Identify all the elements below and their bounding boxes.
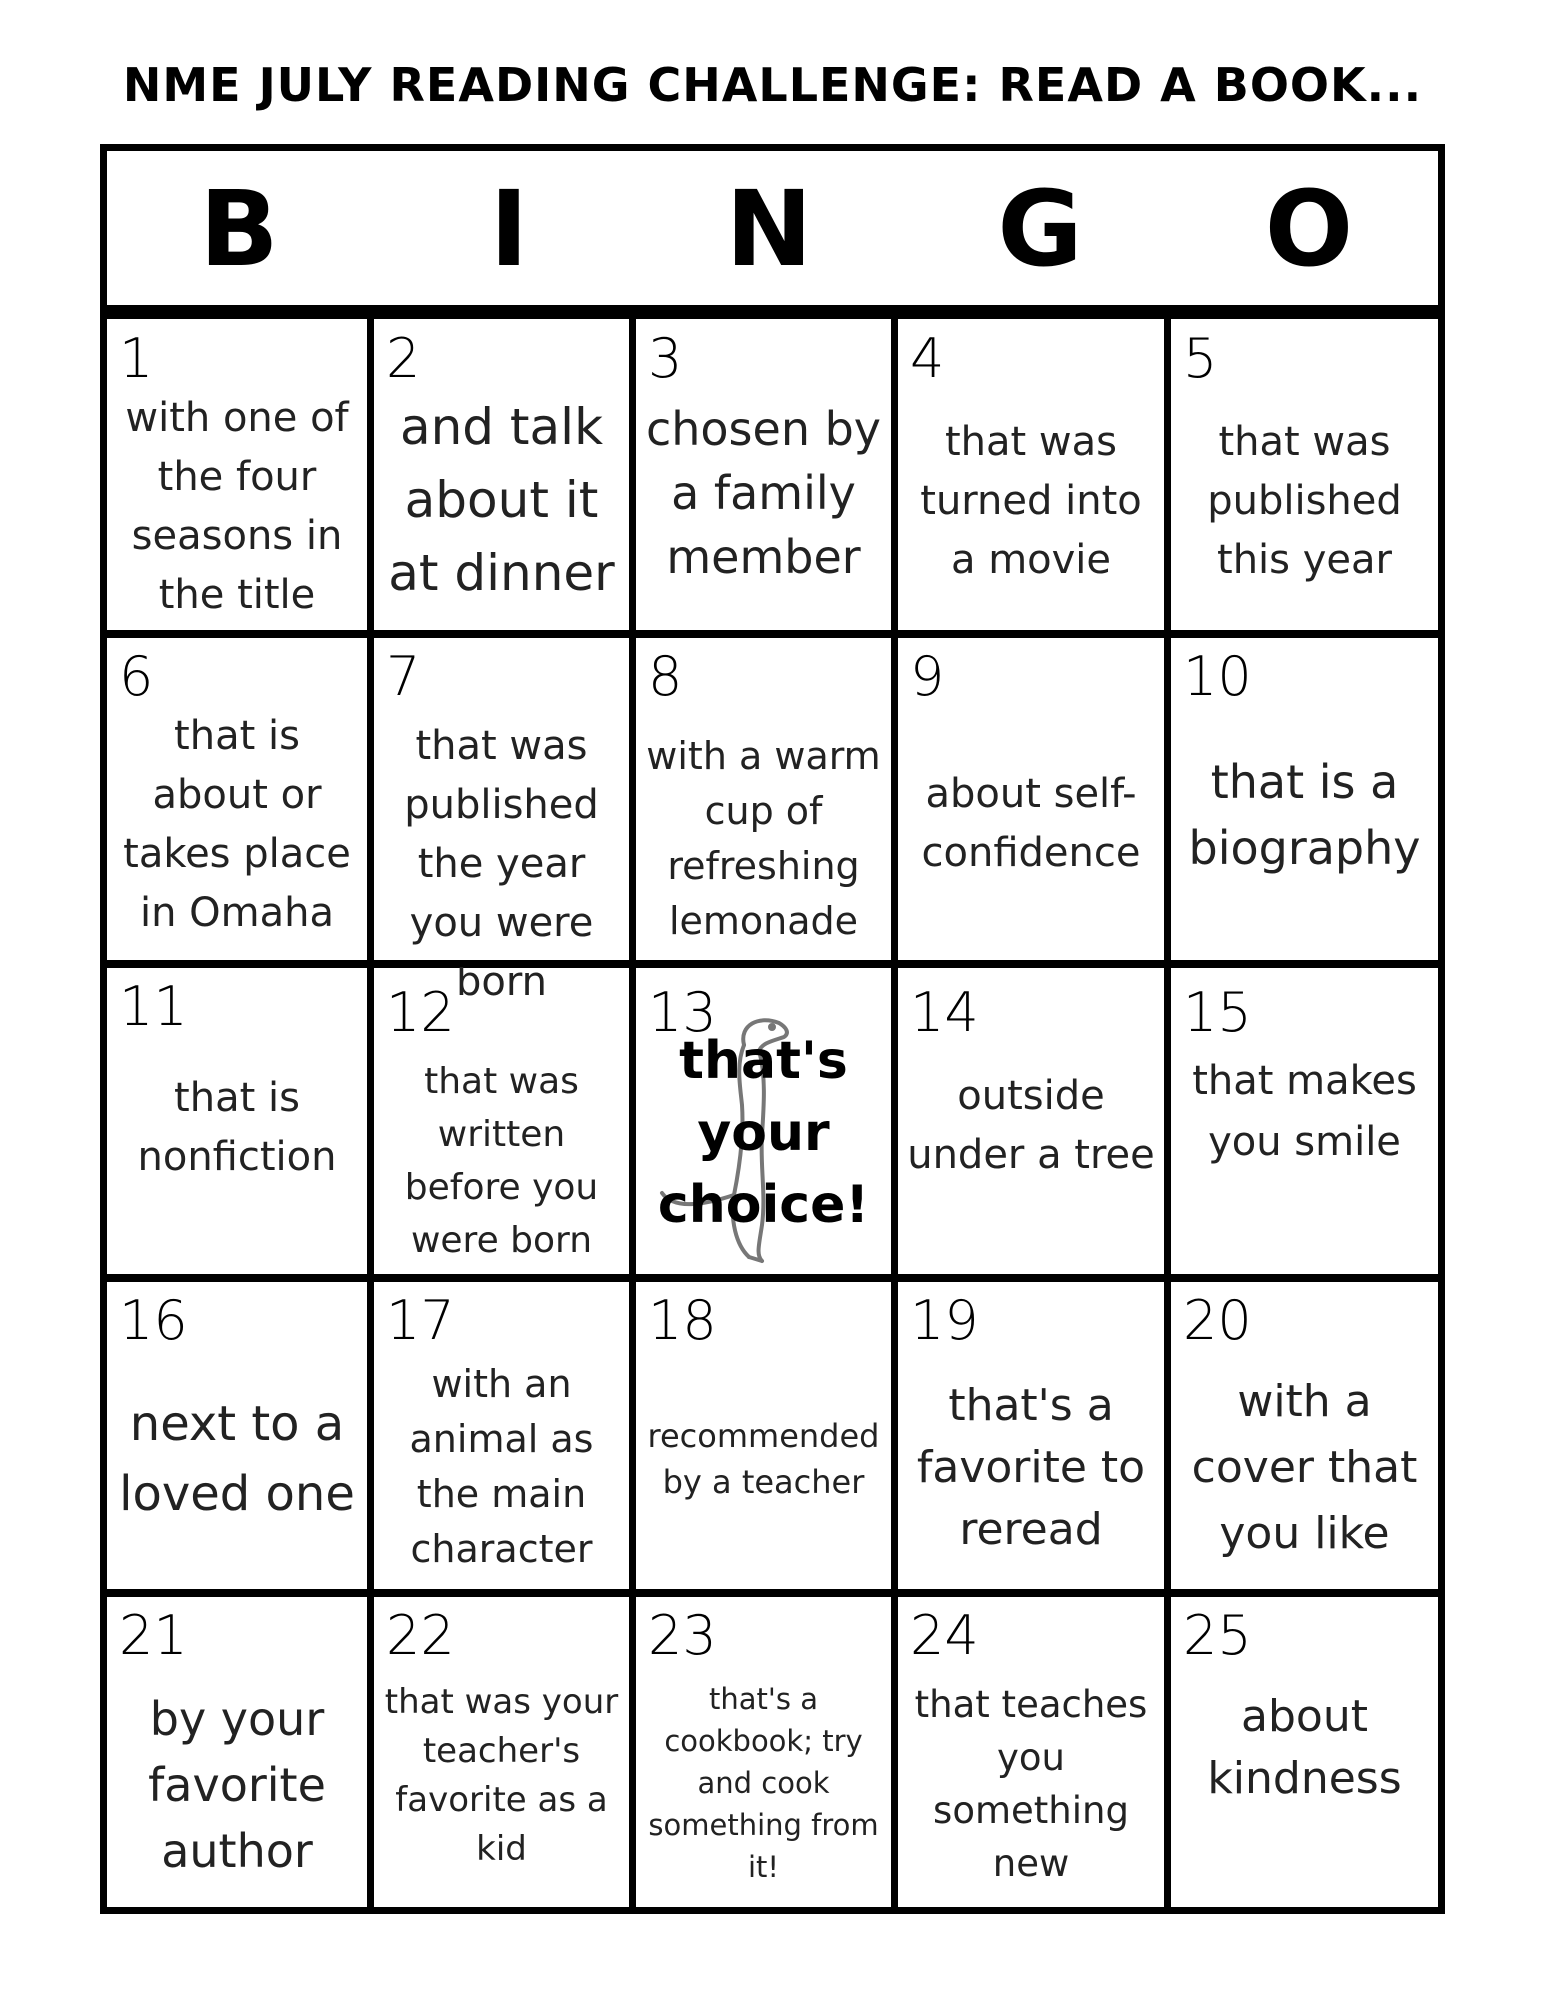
bingo-letter-b: B [199,168,279,290]
cell-text: about self-confidence [921,771,1141,876]
cell-number: 13 [648,981,717,1044]
cell-text: about kindness [1207,1691,1402,1804]
cell-number: 10 [1183,645,1252,708]
cell-text: recommended by a teacher [647,1417,880,1501]
cell-text: and talk about it at dinner [388,398,615,602]
bingo-cell-22[interactable] [367,1589,636,1914]
bingo-cell-9[interactable] [891,630,1171,968]
bingo-cell-25[interactable] [1164,1589,1445,1914]
bingo-letter-g: G [997,168,1083,290]
bingo-cell-12[interactable] [367,960,636,1282]
cell-text: that's a cookbook; try and cook something from it! [648,1682,879,1884]
cell-text: that is nonfiction [137,1075,337,1180]
cell-text: with a cover that you like [1191,1376,1418,1559]
bingo-cell-2[interactable] [367,312,636,638]
bingo-cell-7[interactable] [367,630,636,1005]
cell-number: 12 [386,981,455,1044]
bingo-cell-8[interactable] [629,630,898,968]
cell-number: 4 [910,327,945,390]
cell-text: by your favorite author [148,1692,326,1878]
bingo-letter-i: I [489,168,529,290]
cell-number: 16 [119,1289,188,1352]
cell-text: that was turned into a movie [920,419,1142,583]
bingo-cell-13-free[interactable] [629,960,898,1282]
bingo-cell-19[interactable] [891,1274,1171,1597]
cell-text: next to a loved one [119,1396,355,1522]
cell-number: 5 [1183,327,1218,390]
cell-text: that teaches you something new [914,1683,1148,1885]
bingo-cell-4[interactable] [891,312,1171,638]
bingo-cell-14[interactable] [891,960,1171,1282]
page-title: NME JULY READING CHALLENGE: READ A BOOK... [122,58,1423,112]
cell-number: 24 [910,1604,979,1667]
cell-number: 1 [119,327,154,390]
cell-text: with a warm cup of refreshing lemonade [646,734,881,943]
cell-text: that makes you smile [1192,1058,1417,1165]
cell-number: 18 [648,1289,717,1352]
bingo-letter-o: O [1264,168,1354,290]
cell-number: 9 [910,645,945,708]
bingo-cell-18[interactable] [629,1274,898,1597]
bingo-cell-23[interactable] [629,1589,898,1914]
cell-text: with an animal as the main character [409,1362,594,1571]
cell-text: that is a biography [1188,755,1421,875]
cell-number: 6 [119,645,154,708]
cell-text: that was published this year [1207,419,1402,583]
bingo-cell-21[interactable] [100,1589,374,1914]
cell-number: 25 [1183,1604,1252,1667]
cell-number: 8 [648,645,683,708]
bingo-cell-16[interactable] [100,1274,374,1597]
bingo-cell-6[interactable] [100,630,374,968]
cell-text: chosen by a family member [645,402,882,584]
bingo-cell-15[interactable] [1164,960,1445,1282]
bingo-cell-3[interactable] [629,312,898,638]
cell-number: 17 [386,1289,455,1352]
bingo-cell-20[interactable] [1164,1274,1445,1597]
bingo-header-row [100,144,1445,312]
cell-number: 14 [910,981,979,1044]
bingo-letter-n: N [725,168,813,290]
cell-text: with one of the four seasons in the title [125,395,349,618]
cell-text: that was published the year you were born [404,723,599,1005]
bingo-cell-24[interactable] [891,1589,1171,1914]
cell-number: 15 [1183,981,1252,1044]
cell-number: 3 [648,327,683,390]
bingo-cell-11[interactable] [100,960,374,1282]
cell-number: 20 [1183,1289,1252,1352]
cell-text: that's a favorite to reread [916,1380,1146,1555]
cell-text: that was written before you were born [404,1061,599,1261]
cell-number: 21 [119,1604,188,1667]
cell-text: that was your teacher's favorite as a kid [384,1682,619,1869]
cell-number: 23 [648,1604,717,1667]
free-space-text: that's your choice! [657,1031,870,1235]
cell-text: outside under a tree [907,1073,1155,1178]
bingo-cell-10[interactable] [1164,630,1445,968]
cell-number: 7 [386,645,421,708]
cell-number: 22 [386,1604,455,1667]
bingo-cell-17[interactable] [367,1274,636,1597]
cell-text: that is about or takes place in Omaha [123,713,351,936]
bingo-cell-1[interactable] [100,312,374,638]
cell-number: 19 [910,1289,979,1352]
cell-number: 2 [386,327,421,390]
cell-number: 11 [119,975,188,1038]
bingo-cell-5[interactable] [1164,312,1445,638]
